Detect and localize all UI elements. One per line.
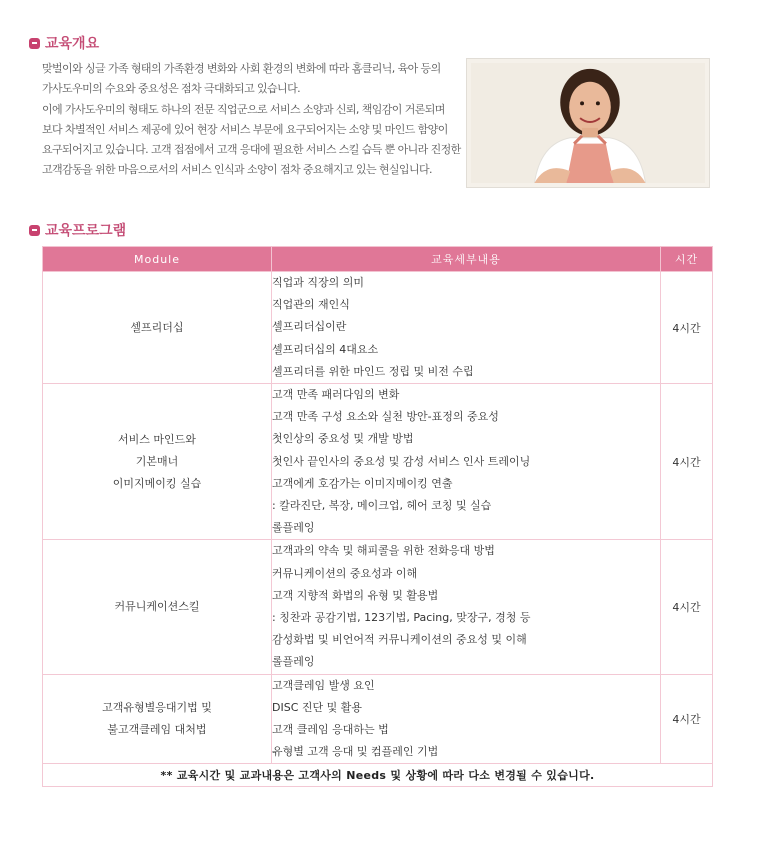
content-line: 셀프리더십의 4대요소 — [272, 342, 379, 356]
module-line: 이미지메이킹 실습 — [112, 476, 202, 490]
content-line: 감성화법 및 비언어적 커뮤니케이션의 중요성 및 이해 — [272, 633, 527, 647]
instructor-photo — [466, 58, 710, 188]
overview-line: 보다 차별적인 서비스 제공에 있어 현장 서비스 부문에 요구되어지는 소양 및 마인드 함양이 — [42, 122, 448, 136]
module-cell — [43, 540, 272, 674]
overview-line: 요구되어지고 있습니다. 고객 접점에서 고객 응대에 필요한 서비스 스킬 습득 뿐 아니라 진정한 — [42, 143, 461, 157]
overview-line: 고객감동을 위한 마음으로서의 서비스 인식과 소양이 점차 중요해지고 있는 현실입니다. — [42, 163, 432, 177]
program-title-text: 교육프로그램 — [45, 223, 127, 239]
overview-line: 맞벌이와 싱글 가족 형태의 가족환경 변화와 사회 환경의 변화에 따라 홈클리닉, 육아 등의 — [42, 62, 441, 75]
content-cell — [272, 272, 661, 384]
program-section-title — [29, 220, 126, 240]
content-line: 롤플레잉 — [272, 655, 315, 669]
header-time: 시간 — [661, 247, 713, 272]
time-cell: 4시간 — [661, 540, 713, 674]
overview-line: 이에 가사도우미의 형태도 하나의 전문 직업군으로 서비스 소양과 신뢰, 책임감이 거론되며 — [42, 102, 445, 116]
footnote-row — [43, 764, 713, 787]
section-bullet-icon — [29, 38, 40, 49]
content-line: DISC 진단 및 활용 — [272, 700, 362, 714]
section-bullet-icon — [29, 225, 40, 236]
module-line: 고객유형별응대기법 및 — [102, 701, 212, 715]
table-row — [43, 674, 713, 764]
program-table — [42, 246, 713, 787]
header-module: Module — [43, 247, 272, 272]
table-row — [43, 384, 713, 540]
overview-section-title — [29, 33, 99, 53]
content-line: 고객과의 약속 및 해피콜을 위한 전화응대 방법 — [272, 544, 495, 558]
module-line: 기본매너 — [135, 454, 179, 468]
time-cell: 4시간 — [661, 674, 713, 764]
content-line: 첫인상의 중요성 및 개발 방법 — [272, 432, 414, 446]
header-content: 교육세부내용 — [272, 247, 661, 272]
table-row — [43, 540, 713, 674]
content-line: 첫인사 끝인사의 중요성 및 감성 서비스 인사 트레이닝 — [272, 454, 531, 468]
content-line: 셀프리더십이란 — [272, 320, 347, 334]
content-line: 유형별 고객 응대 및 컴플레인 기법 — [272, 745, 439, 759]
content-line: 고객 클레임 응대하는 법 — [272, 723, 389, 737]
footnote: ** 교육시간 및 교과내용은 고객사의 Needs 및 상황에 따라 다소 변경될 수 있습니다. — [43, 764, 713, 787]
content-line: 롤플레잉 — [272, 521, 315, 535]
content-line: 고객 만족 구성 요소와 실천 방안-표정의 중요성 — [272, 410, 499, 424]
content-cell — [272, 674, 661, 764]
content-line: 직업과 직장의 의미 — [272, 276, 365, 289]
content-line: 셀프리더를 위한 마인드 정립 및 비전 수립 — [272, 364, 474, 378]
content-line: 고객 지향적 화법의 유형 및 활용법 — [272, 588, 439, 602]
time-cell: 4시간 — [661, 272, 713, 384]
content-line: 고객에게 호감가는 이미지메이킹 연출 — [272, 476, 453, 490]
module-line: 불고객클레임 대처법 — [107, 723, 207, 737]
overview-title-text: 교육개요 — [45, 36, 100, 52]
module-line: 셀프리더십 — [130, 320, 184, 334]
table-header-row — [43, 247, 713, 272]
content-cell — [272, 384, 661, 540]
content-line: 커뮤니케이션의 중요성과 이해 — [272, 566, 418, 580]
module-cell — [43, 674, 272, 764]
content-line: 고객 만족 패러다임의 변화 — [272, 388, 400, 402]
content-line: 고객클레임 발생 요인 — [272, 678, 375, 692]
table-row — [43, 272, 713, 384]
overview-line: 가사도우미의 수요와 중요성은 점차 극대화되고 있습니다. — [42, 82, 301, 96]
content-line: : 칭찬과 공감기법, 123기법, Pacing, 맞장구, 경청 등 — [272, 611, 531, 625]
module-cell — [43, 384, 272, 540]
content-line: 직업관의 재인식 — [272, 298, 350, 312]
module-line: 커뮤니케이션스킬 — [114, 600, 200, 614]
content-line: : 칼라진단, 복장, 메이크업, 헤어 코칭 및 실습 — [272, 499, 492, 513]
time-cell: 4시간 — [661, 384, 713, 540]
module-cell — [43, 272, 272, 384]
module-line: 서비스 마인드와 — [118, 432, 196, 446]
overview-paragraph — [42, 59, 461, 181]
content-cell — [272, 540, 661, 674]
